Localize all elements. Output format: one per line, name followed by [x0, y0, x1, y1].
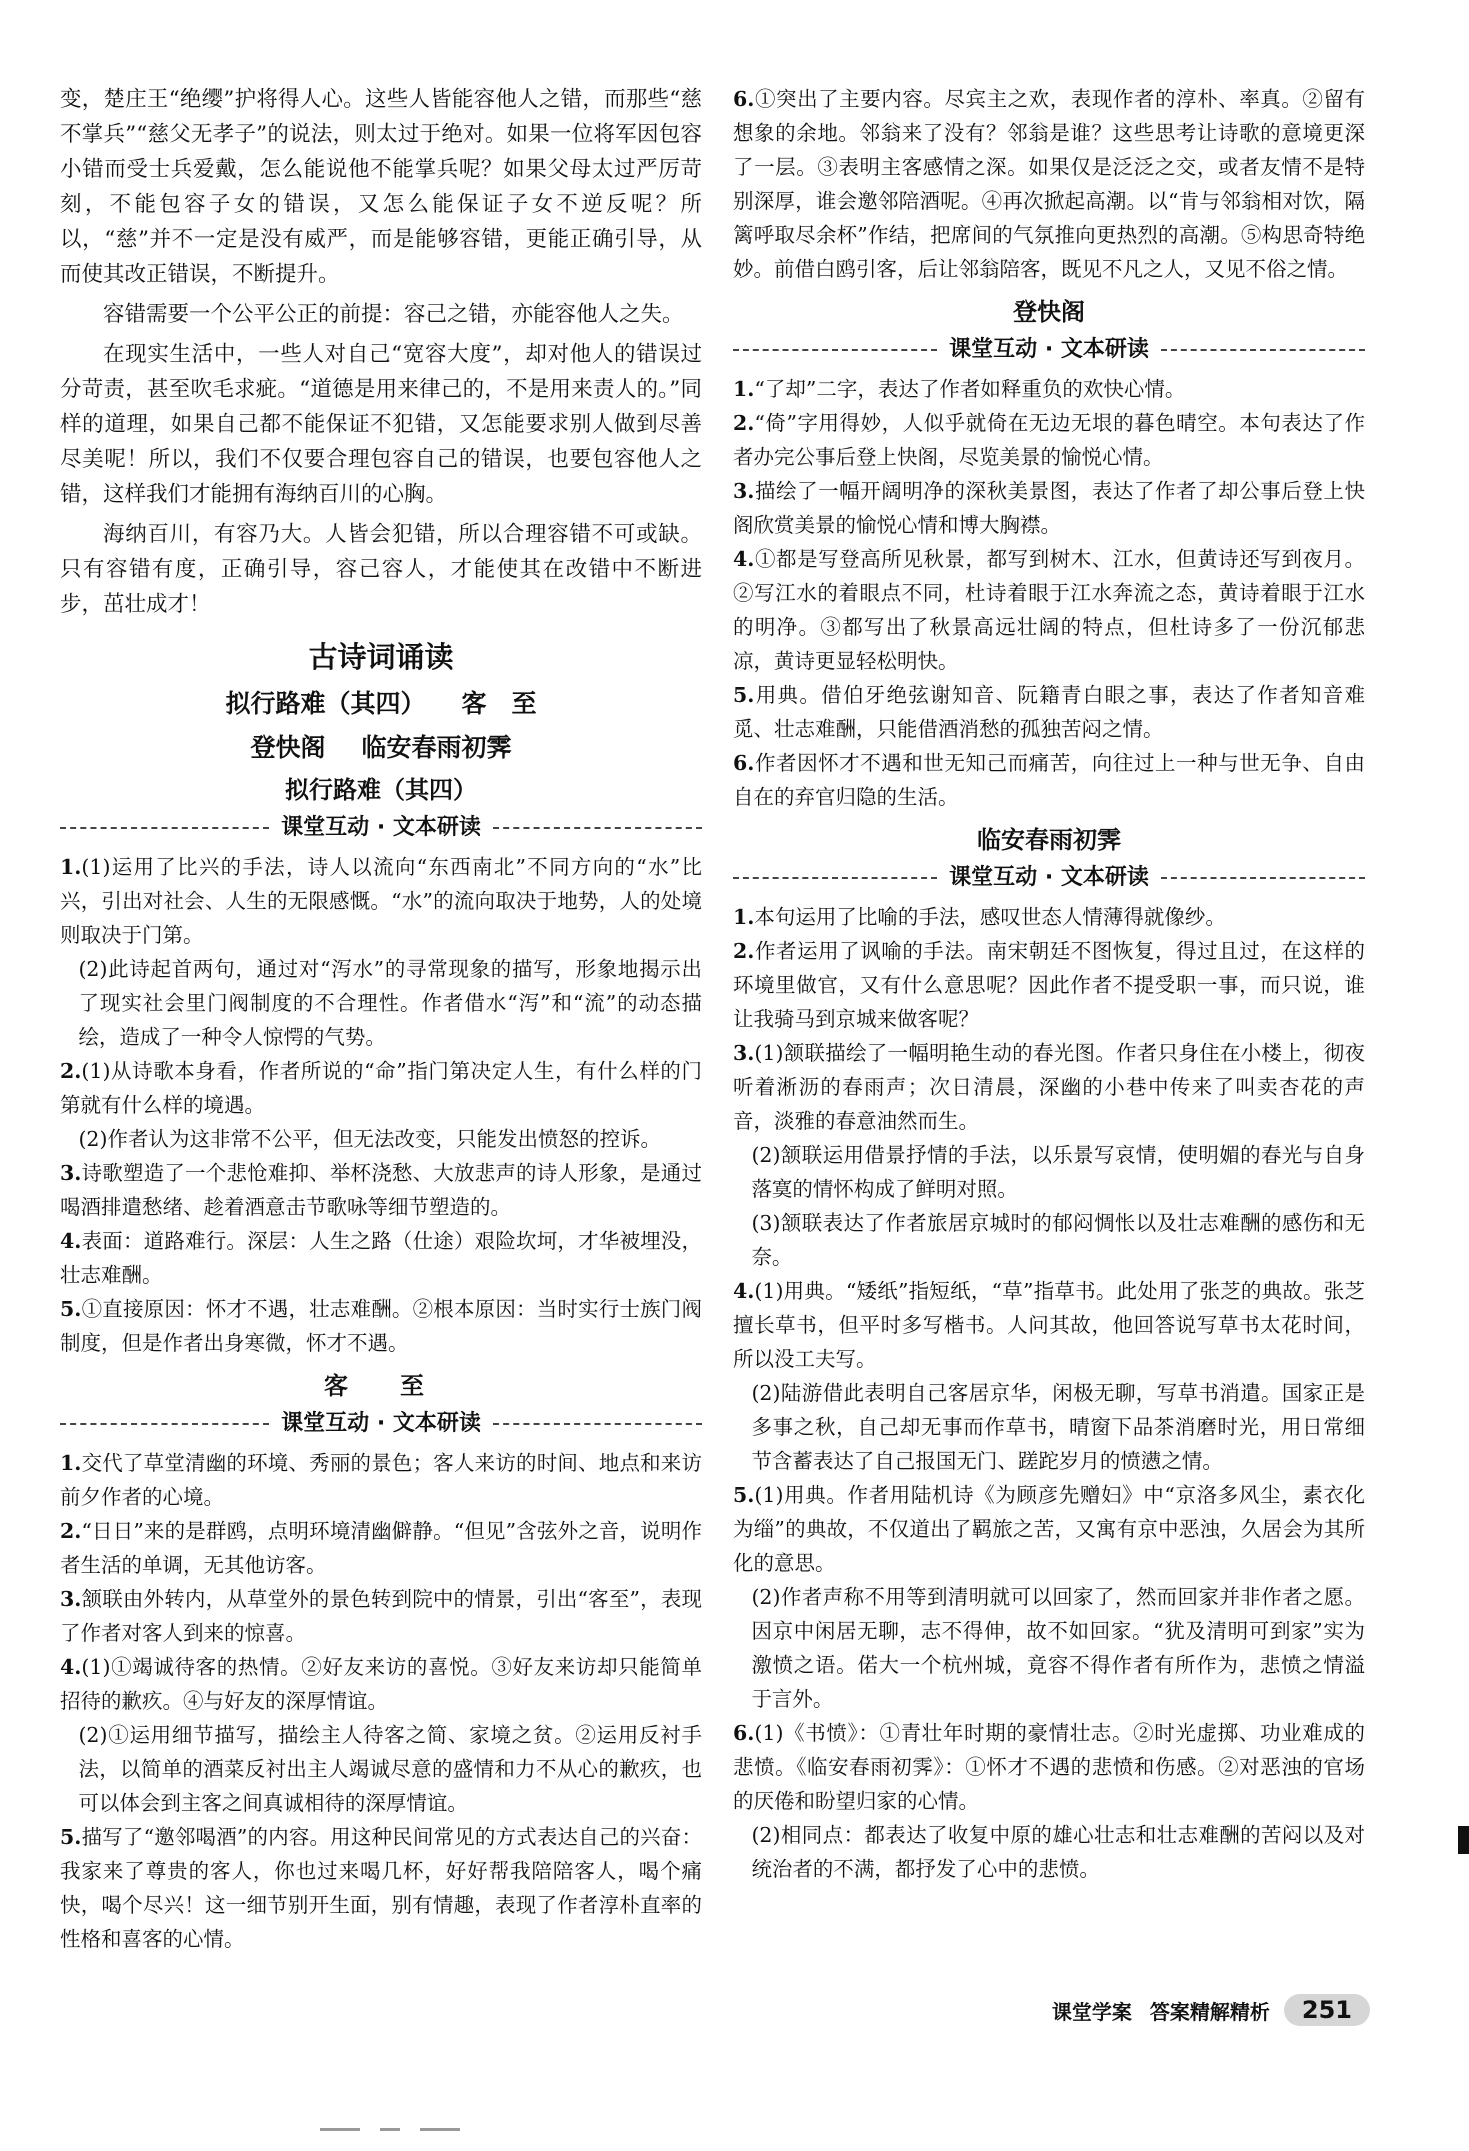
- section-title-nixinglunan: 拟行路难（其四）: [285, 776, 477, 804]
- answer-number: 5.: [60, 1825, 82, 1849]
- answer-number: 1.: [60, 1451, 82, 1475]
- answer-text: (1)《书愤》：①青壮年时期的豪情壮志。②时光虚掷、功业难成的悲愤。《临安春雨初霁》：①怀才不遇的悲愤和伤感。②对恶浊的官场的厌倦和盼望归家的心情。: [733, 1721, 1365, 1813]
- answer-text: 作者因怀才不遇和世无知己而痛苦，向往过上一种与世无争、自由自在的弃官归隐的生活。: [733, 751, 1365, 809]
- answer-number: 6.: [733, 1721, 755, 1745]
- answer-text: (1)运用了比兴的手法，诗人以流向“东西南北”不同方向的“水”比兴，引出对社会、人生的无限感慨。“水”的流向取决于地势，人的处境则取决于门第。: [60, 855, 702, 947]
- answer-text: (2)作者认为这非常不公平，但无法改变，只能发出愤怒的控诉。: [78, 1127, 661, 1151]
- answer-text: 描写了“邀邻喝酒”的内容。用这种民间常见的方式表达自己的兴奋：我家来了尊贵的客人，你也过来喝几杯，好好帮我陪陪客人，喝个痛快，喝个尽兴！这一细节别开生面，别有情趣，表现了作者淳朴直率的性格和喜客的心情。: [60, 1825, 702, 1951]
- answer-text: (2)相同点：都表达了收复中原的雄心壮志和壮志难酬的苦闷以及对统治者的不满，都抒发了心中的悲愤。: [751, 1823, 1365, 1881]
- answer-item: [60, 1514, 702, 1582]
- answer-text: (1)颔联描绘了一幅明艳生动的春光图。作者只身住在小楼上，彻夜听着淅沥的春雨声；次日清晨，深幽的小巷中传来了叫卖杏花的声音，淡雅的春意油然而生。: [733, 1041, 1365, 1133]
- page-footer: [1000, 1990, 1370, 2030]
- right-column: [733, 82, 1365, 1886]
- answer-list: [60, 1446, 702, 1956]
- answer-number: 1.: [733, 905, 755, 929]
- answer-item: [60, 1122, 702, 1156]
- poem-list-entry: 登快阁: [250, 733, 326, 762]
- answer-item: [733, 1376, 1365, 1478]
- answer-text: “了却”二字，表达了作者如释重负的欢快心情。: [754, 377, 1186, 401]
- registration-mark: [380, 2128, 400, 2131]
- poem-list-entry: 临安春雨初霁: [361, 733, 512, 762]
- answer-list: [733, 900, 1365, 1886]
- answer-item: [733, 1138, 1365, 1206]
- answer-text: (1)用典。作者用陆机诗《为顾彦先赠妇》中“京洛多风尘，素衣化为缁”的典故，不仅道出了羁旅之苦，又寓有京中恶浊，久居会为其所化的意思。: [733, 1483, 1365, 1575]
- section-title-linan: 临安春雨初霁: [977, 826, 1121, 854]
- answer-number: 3.: [60, 1161, 82, 1185]
- left-column: [60, 82, 702, 1956]
- answer-item: [60, 1820, 702, 1956]
- answer-number: 2.: [60, 1059, 82, 1083]
- divider-label: 课堂互动 · 文本研读: [949, 865, 1149, 890]
- answer-text: 交代了草堂清幽的环境、秀丽的景色；客人来访的时间、地点和来访前夕作者的心境。: [60, 1451, 702, 1509]
- footer-section-label: 答案精解精析: [1149, 1999, 1270, 2024]
- answer-text: 诗歌塑造了一个悲怆难抑、举杯浇愁、大放悲声的诗人形象，是通过喝酒排遣愁绪、趁着酒意击节歌咏等细节塑造的。: [60, 1161, 702, 1219]
- answer-text: 用典。借伯牙绝弦谢知音、阮籍青白眼之事，表达了作者知音难觅、壮志难酬，只能借酒消愁的孤独苦闷之情。: [733, 683, 1365, 741]
- bottom-registration-marks: [320, 2128, 470, 2136]
- answer-item: [60, 850, 702, 952]
- essay-paragraph: 容错需要一个公平公正的前提：容己之错，亦能容他人之失。: [103, 302, 684, 327]
- answer-item: [733, 474, 1365, 542]
- answer-item: [733, 82, 1365, 286]
- poem-list-entry: 客 至: [461, 689, 537, 718]
- answer-number: 2.: [733, 939, 755, 963]
- answer-item: [60, 1156, 702, 1224]
- section-divider: [60, 813, 702, 843]
- essay-block: [60, 82, 702, 622]
- answer-item: [60, 1054, 702, 1122]
- answer-text: 描绘了一幅开阔明净的深秋美景图，表达了作者了却公事后登上快阁欣赏美景的愉悦心情和博大胸襟。: [733, 479, 1365, 537]
- answer-list: [733, 372, 1365, 814]
- answer-number: 3.: [733, 479, 755, 503]
- section-divider: [733, 863, 1365, 893]
- answer-text: 作者运用了讽喻的手法。南宋朝廷不图恢复，得过且过，在这样的环境里做官，又有什么意思呢？因此作者不提受职一事，而只说，谁让我骑马到京城来做客呢？: [733, 939, 1365, 1031]
- answer-number: 2.: [733, 411, 755, 435]
- answer-text: (1)从诗歌本身看，作者所说的“命”指门第决定人生，有什么样的门第就有什么样的境遇。: [60, 1059, 702, 1117]
- answer-item: [733, 406, 1365, 474]
- answer-text: 颔联由外转内，从草堂外的景色转到院中的情景，引出“客至”，表现了作者对客人到来的惊喜。: [60, 1587, 702, 1645]
- answer-text: (1)①竭诚待客的热情。②好友来访的喜悦。③好友来访却只能简单招待的歉疚。④与好友的深厚情谊。: [60, 1655, 702, 1713]
- essay-paragraph: 海纳百川，有容乃大。人皆会犯错，所以合理容错不可或缺。只有容错有度，正确引导，容己容人，才能使其在改错中不断进步，茁壮成才！: [60, 522, 702, 617]
- answer-text: (2)颔联运用借景抒情的手法，以乐景写哀情，使明媚的春光与自身落寞的情怀构成了鲜明对照。: [751, 1143, 1365, 1201]
- answer-number: 6.: [733, 751, 755, 775]
- answer-item: [733, 934, 1365, 1036]
- answer-item: [733, 1274, 1365, 1376]
- answer-number: 5.: [733, 1483, 755, 1507]
- section-title-kezhi: 客 至: [324, 1372, 438, 1400]
- answer-item: [733, 372, 1365, 406]
- answer-text: (2)陆游借此表明自己客居京华，闲极无聊，写草书消遣。国家正是多事之秋，自己却无事而作草书，晴窗下品茶消磨时光，用日常细节含蓄表达了自己报国无门、蹉跎岁月的愤懑之情。: [751, 1381, 1365, 1473]
- section-divider: [733, 335, 1365, 365]
- poem-list-line-2: [60, 726, 702, 770]
- answer-item: [60, 1582, 702, 1650]
- unit-title: 古诗词诵读: [308, 640, 454, 674]
- answer-text: “倚”字用得妙，人似乎就倚在无边无垠的暮色晴空。本句表达了作者办完公事后登上快阁，尽览美景的愉悦心情。: [733, 411, 1365, 469]
- answer-number: 3.: [733, 1041, 755, 1065]
- page-number: 251: [1284, 1994, 1370, 2026]
- answer-item: [733, 542, 1365, 678]
- answer-text: ①突出了主要内容。尽宾主之欢，表现作者的淳朴、率真。②留有想象的余地。邻翁来了没有？邻翁是谁？这些思考让诗歌的意境更深了一层。③表明主客感情之深。如果仅是泛泛之交，或者友情不是特别深厚，谁会邀邻陪酒呢。④再次掀起高潮。以“肯与邻翁相对饮，隔篱呼取尽余杯”作结，把席间的气氛推向更热烈的高潮。⑤构思奇特绝妙。前借白鸥引客，后让邻翁陪客，既见不凡之人，又见不俗之情。: [733, 87, 1365, 281]
- answer-text: (1)用典。“矮纸”指短纸，“草”指草书。此处用了张芝的典故。张芝擅长草书，但平时多写楷书。人问其故，他回答说写草书太花时间，所以没工夫写。: [733, 1279, 1365, 1371]
- answer-text: (2)①运用细节描写，描绘主人待客之简、家境之贫。②运用反衬手法，以简单的酒菜反衬出主人竭诚尽意的盛情和力不从心的歉疚，也可以体会到主客之间真诚相待的深厚情谊。: [78, 1723, 702, 1815]
- essay-paragraph: 变，楚庄王“绝缨”护将得人心。这些人皆能容他人之错，而那些“慈不掌兵”“慈父无孝子”的说法，则太过于绝对。如果一位将军因包容小错而受士兵爱戴，怎么能说他不能掌兵呢？如果父母太过严厉苛刻，不能包容子女的错误，又怎么能保证子女不逆反呢？所以，“慈”并不一定是没有威严，而是能够容错，更能正确引导，从而使其改正错误，不断提升。: [60, 87, 702, 287]
- answer-text: (3)颔联表达了作者旅居京城时的郁闷惆怅以及壮志难酬的感伤和无奈。: [751, 1211, 1365, 1269]
- answer-item: [60, 1718, 702, 1820]
- answer-text: ①都是写登高所见秋景，都写到树木、江水，但黄诗还写到夜月。②写江水的着眼点不同，杜诗着眼于江水奔流之态，黄诗着眼于江水的明净。③都写出了秋景高远壮阔的特点，但杜诗多了一份沉郁悲凉，黄诗更显轻松明快。: [733, 547, 1365, 673]
- poem-list-line-1: [60, 682, 702, 726]
- poem-list-entry: 拟行路难（其四）: [225, 689, 426, 718]
- answer-item: [60, 1446, 702, 1514]
- answer-number: 1.: [733, 377, 755, 401]
- answer-number: 3.: [60, 1587, 82, 1611]
- answer-item: [60, 1224, 702, 1292]
- answer-list: [60, 850, 702, 1360]
- answer-item: [60, 1650, 702, 1718]
- answer-text: 表面：道路难行。深层：人生之路（仕途）艰险坎坷，才华被埋没，壮志难酬。: [60, 1229, 702, 1287]
- edge-tab-mark: [1458, 1826, 1469, 1854]
- answer-item: [733, 1036, 1365, 1138]
- answer-text: (2)作者声称不用等到清明就可以回家了，然而回家并非作者之愿。因京中闲居无聊，志不得伸，故不如回家。“犹及清明可到家”实为激愤之语。偌大一个杭州城，竟容不得作者有所作为，悲愤之情溢于言外。: [751, 1585, 1365, 1711]
- divider-label: 课堂互动 · 文本研读: [281, 815, 481, 840]
- footer-book-label: 课堂学案: [1051, 1999, 1132, 2024]
- answer-item: [60, 1292, 702, 1360]
- answer-item: [733, 900, 1365, 934]
- answer-number: 4.: [733, 547, 755, 571]
- essay-paragraph: 在现实生活中，一些人对自己“宽容大度”，却对他人的错误过分苛责，甚至吹毛求疵。“道德是用来律己的，不是用来责人的。”同样的道理，如果自己都不能保证不犯错，又怎能要求别人做到尽善尽美呢！所以，我们不仅要合理包容自己的错误，也要包容他人之错，这样我们才能拥有海纳百川的心胸。: [60, 342, 702, 507]
- answer-text: “日日”来的是群鸥，点明环境清幽僻静。“但见”含弦外之音，说明作者生活的单调，无其他访客。: [60, 1519, 702, 1577]
- answer-text: (2)此诗起首两句，通过对“泻水”的寻常现象的描写，形象地揭示出了现实社会里门阀制度的不合理性。作者借水“泻”和“流”的动态描绘，造成了一种令人惊愕的气势。: [78, 957, 702, 1049]
- answer-number: 5.: [60, 1297, 82, 1321]
- section-title-dengkuaige: 登快阁: [1013, 298, 1085, 326]
- divider-label: 课堂互动 · 文本研读: [949, 337, 1149, 362]
- answer-number: 6.: [733, 87, 755, 111]
- answer-item: [733, 1206, 1365, 1274]
- answer-item: [733, 1478, 1365, 1580]
- answer-item: [733, 1580, 1365, 1716]
- answer-item: [733, 678, 1365, 746]
- answer-text: 本句运用了比喻的手法，感叹世态人情薄得就像纱。: [754, 905, 1226, 929]
- section-divider: [60, 1409, 702, 1439]
- registration-mark: [320, 2128, 360, 2131]
- answer-number: 4.: [733, 1279, 755, 1303]
- answer-number: 2.: [60, 1519, 82, 1543]
- answer-text: ①直接原因：怀才不遇，壮志难酬。②根本原因：当时实行士族门阀制度，但是作者出身寒微，怀才不遇。: [60, 1297, 702, 1355]
- answer-number: 4.: [60, 1655, 82, 1679]
- answer-number: 5.: [733, 683, 755, 707]
- answer-number: 1.: [60, 855, 82, 879]
- registration-mark: [420, 2128, 460, 2131]
- answer-item: [733, 746, 1365, 814]
- answer-item: [60, 952, 702, 1054]
- divider-label: 课堂互动 · 文本研读: [281, 1411, 481, 1436]
- answer-item: [733, 1818, 1365, 1886]
- answer-number: 4.: [60, 1229, 82, 1253]
- answer-item: [733, 1716, 1365, 1818]
- answer-list: [733, 82, 1365, 286]
